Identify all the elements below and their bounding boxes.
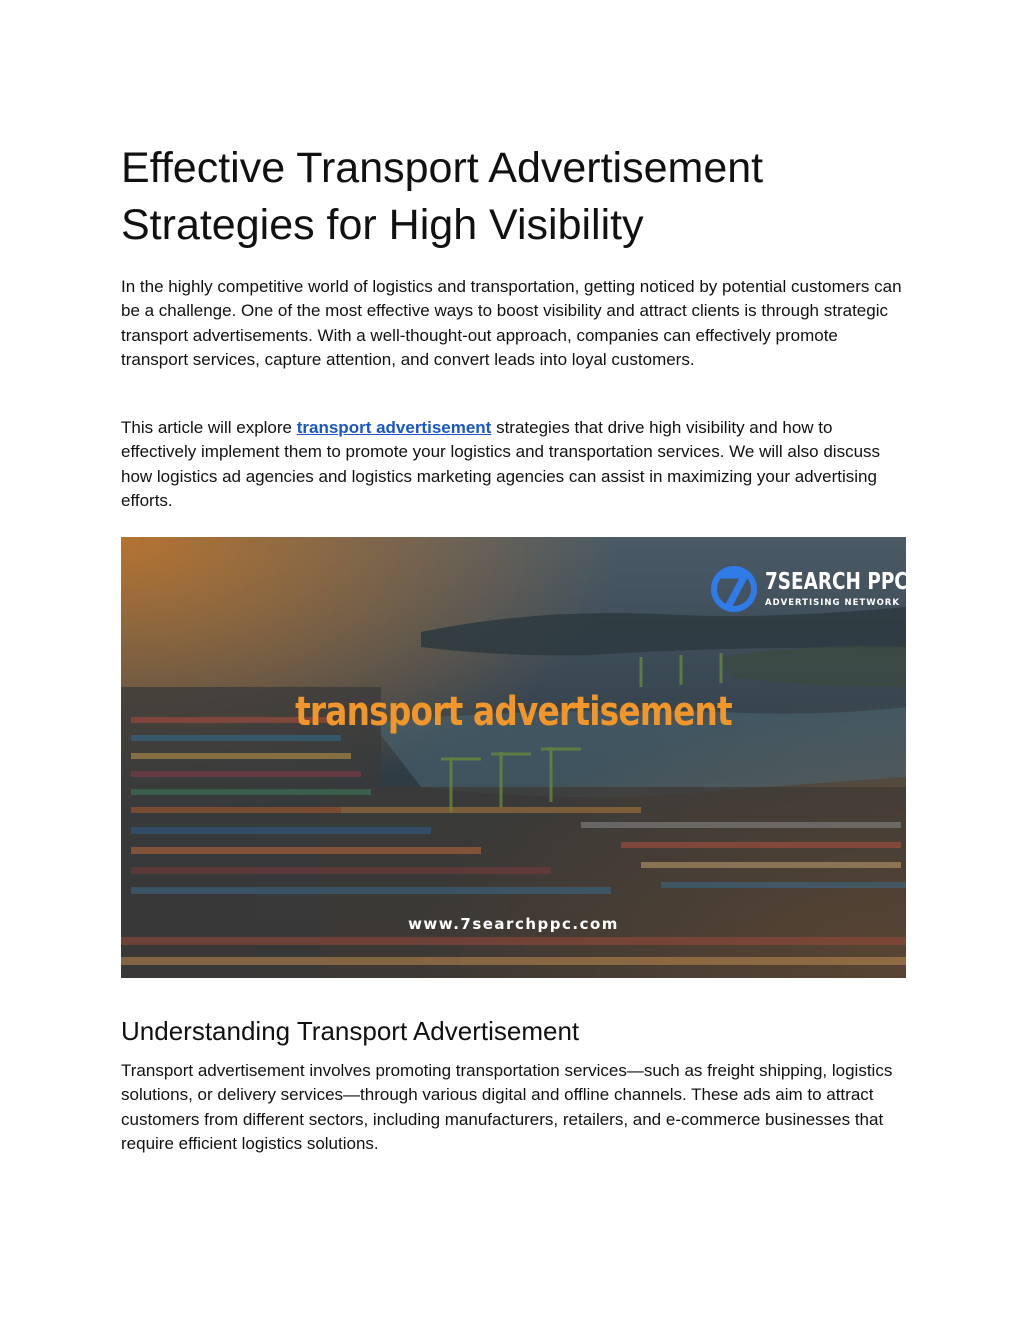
intro-paragraph: In the highly competitive world of logistics and transportation, getting noticed by potential customers can be a challenge. One of the most effective ways to boost visibility and attract clients is through strategic transport advertisements. With a well-thought-out approach, companies can effectively promote transport services, capture attention, and convert leads into loyal customers. [121,277,902,369]
article-title [121,140,906,254]
explore-paragraph [121,416,906,513]
logo-tagline: ADVERTISING NETWORK [765,598,900,608]
logo-name [765,569,914,595]
transport-advertisement-link[interactable]: transport advertisement [296,418,492,437]
logo-registered-mark: ® [907,573,915,583]
7search-logo-icon [709,561,759,617]
title-line-1: Effective Transport Advertisement [121,144,764,192]
section-heading: Understanding Transport Advertisement [121,1016,580,1046]
title-line-2: Strategies for High Visibility [121,201,644,249]
p2-text-after: strategies that drive high visibility and how to effectively implement them to promote your logistics and transportation services. We will also discuss how logistics ad agencies and logistics marketing agencies can assist in maximizing your advertising efforts. [121,418,881,510]
hero-headline: transport advertisement [295,689,732,735]
logo-name-text: 7SEARCH PPC [765,569,908,595]
hero-image [121,537,915,978]
hero-url: www.7searchppc.com [408,915,619,933]
section-paragraph: Transport advertisement involves promoting transportation services—such as freight shipping, logistics solutions, or delivery services—through various digital and offline channels. These ads aim to attract customers from different sectors, including manufacturers, retailers, and e-commerce businesses that require efficient logistics solutions. [121,1061,893,1153]
p2-text-before: This article will explore [121,418,297,437]
7search-ppc-logo [709,561,915,617]
